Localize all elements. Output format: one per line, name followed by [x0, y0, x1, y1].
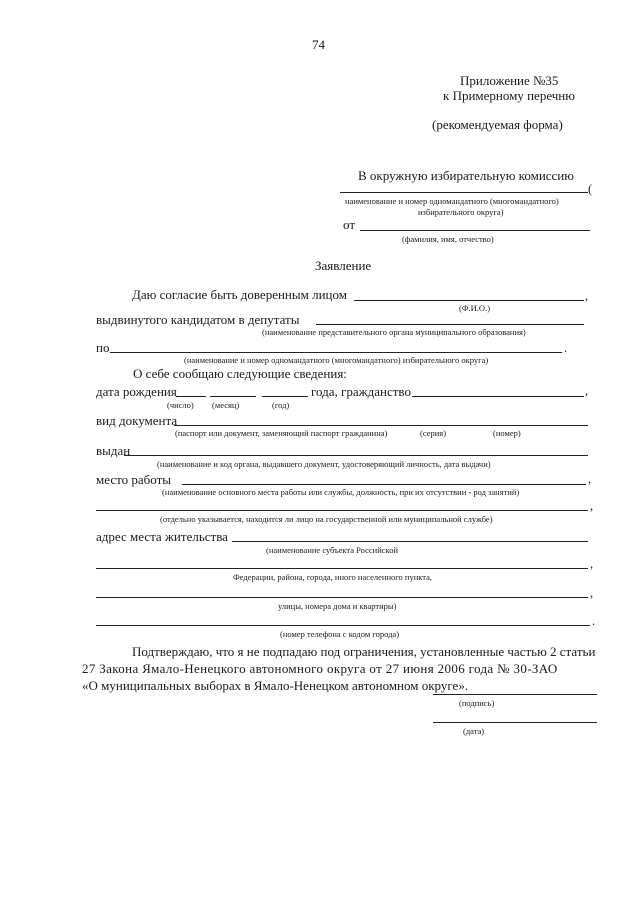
fio-caption: (фамилия, имя, отчество) — [402, 234, 494, 244]
comma: , — [590, 586, 594, 600]
paren-open: ( — [588, 182, 593, 196]
birth-day-line[interactable] — [176, 396, 206, 397]
consent-text: Даю согласие быть доверенным лицом — [132, 287, 347, 302]
birth-year-line[interactable] — [262, 396, 308, 397]
appendix-label: Приложение №35 — [460, 73, 559, 88]
from-label: от — [343, 217, 356, 232]
signature-caption: (подпись) — [459, 698, 495, 708]
address-label: адрес места жительства — [96, 529, 228, 544]
to-list-label: к Примерному перечню — [443, 88, 575, 103]
district-caption: наименование и номер одномандатного (многомандатного) — [345, 196, 559, 206]
service-caption: (отдельно указывается, находится ли лицо на государственной или муниципальной службе) — [160, 514, 493, 524]
commission-label: В окружную избирательную комиссию — [358, 168, 574, 183]
work-caption: (наименование основного места работы или службы, должность, при их отсутствии - род занятий) — [162, 487, 520, 497]
birth-month-line[interactable] — [210, 396, 256, 397]
day-caption: (число) — [167, 400, 194, 410]
district-name-line[interactable] — [110, 352, 562, 353]
district-caption-2: избирательного округа) — [418, 207, 504, 217]
trustee-fio-line[interactable] — [354, 300, 584, 301]
signature-line[interactable] — [433, 694, 597, 695]
period: . — [564, 341, 568, 355]
po-label: по — [96, 340, 110, 355]
passport-caption: (паспорт или документ, заменяющий паспорт гражданина) — [175, 428, 388, 438]
page-number: 74 — [312, 37, 325, 52]
birth-label: дата рождения — [96, 384, 177, 399]
confirm-line-1: Подтверждаю, что я не подпадаю под ограничения, установленные частью 2 статьи — [132, 644, 596, 659]
district-name-caption: (наименование и номер одномандатного (многомандатного) избирательного округа) — [184, 355, 489, 365]
doc-label: вид документа — [96, 413, 178, 428]
comma: , — [590, 557, 594, 571]
date-line[interactable] — [433, 722, 597, 723]
address-line-3[interactable] — [96, 597, 588, 598]
work-label: место работы — [96, 472, 171, 487]
rep-body-line[interactable] — [316, 324, 584, 325]
number-caption: (номер) — [493, 428, 521, 438]
issuer-caption: (наименование и код органа, выдавшего документ, удостоверяющий личность, дата выдачи) — [157, 459, 491, 469]
citizenship-line[interactable] — [412, 396, 584, 397]
date-caption: (дата) — [463, 726, 485, 736]
work-line[interactable] — [182, 484, 586, 485]
district-line[interactable] — [340, 192, 588, 193]
confirm-line-2: 27 Закона Ямало-Ненецкого автономного округа от 27 июня 2006 года № 30-ЗАО — [82, 661, 558, 676]
year-citizenship-label: года, гражданство — [311, 384, 411, 399]
address-line-1[interactable] — [232, 541, 588, 542]
rep-body-caption: (наименование представительного органа муниципального образования) — [262, 327, 526, 337]
address-line-2[interactable] — [96, 568, 588, 569]
fio-short-caption: (Ф.И.О.) — [459, 303, 491, 313]
year-caption: (год) — [272, 400, 290, 410]
from-line[interactable] — [360, 230, 590, 231]
document-title: Заявление — [315, 258, 372, 273]
issued-line[interactable] — [124, 455, 588, 456]
issued-label: выдан — [96, 443, 131, 458]
series-caption: (серия) — [420, 428, 447, 438]
subject-caption: (наименование субъекта Российской — [266, 545, 399, 555]
comma: , — [588, 472, 592, 486]
federation-caption: Федерации, района, города, иного населенного пункта, — [233, 572, 432, 582]
about-me-text: О себе сообщаю следующие сведения: — [133, 366, 347, 381]
comma: , — [590, 499, 594, 513]
phone-line[interactable] — [96, 625, 590, 626]
comma: , — [585, 384, 589, 398]
period: . — [592, 614, 596, 628]
document-line[interactable] — [174, 425, 588, 426]
comma: , — [585, 289, 589, 303]
phone-caption: (номер телефона с кодом города) — [280, 629, 400, 639]
form-note: (рекомендуемая форма) — [432, 117, 563, 132]
nominated-text: выдвинутого кандидатом в депутаты — [96, 312, 300, 327]
month-caption: (месяц) — [212, 400, 240, 410]
service-line[interactable] — [96, 510, 588, 511]
confirm-line-3: «О муниципальных выборах в Ямало-Ненецком автономном округе». — [82, 678, 469, 693]
street-caption: улицы, номера дома и квартиры) — [278, 601, 397, 611]
